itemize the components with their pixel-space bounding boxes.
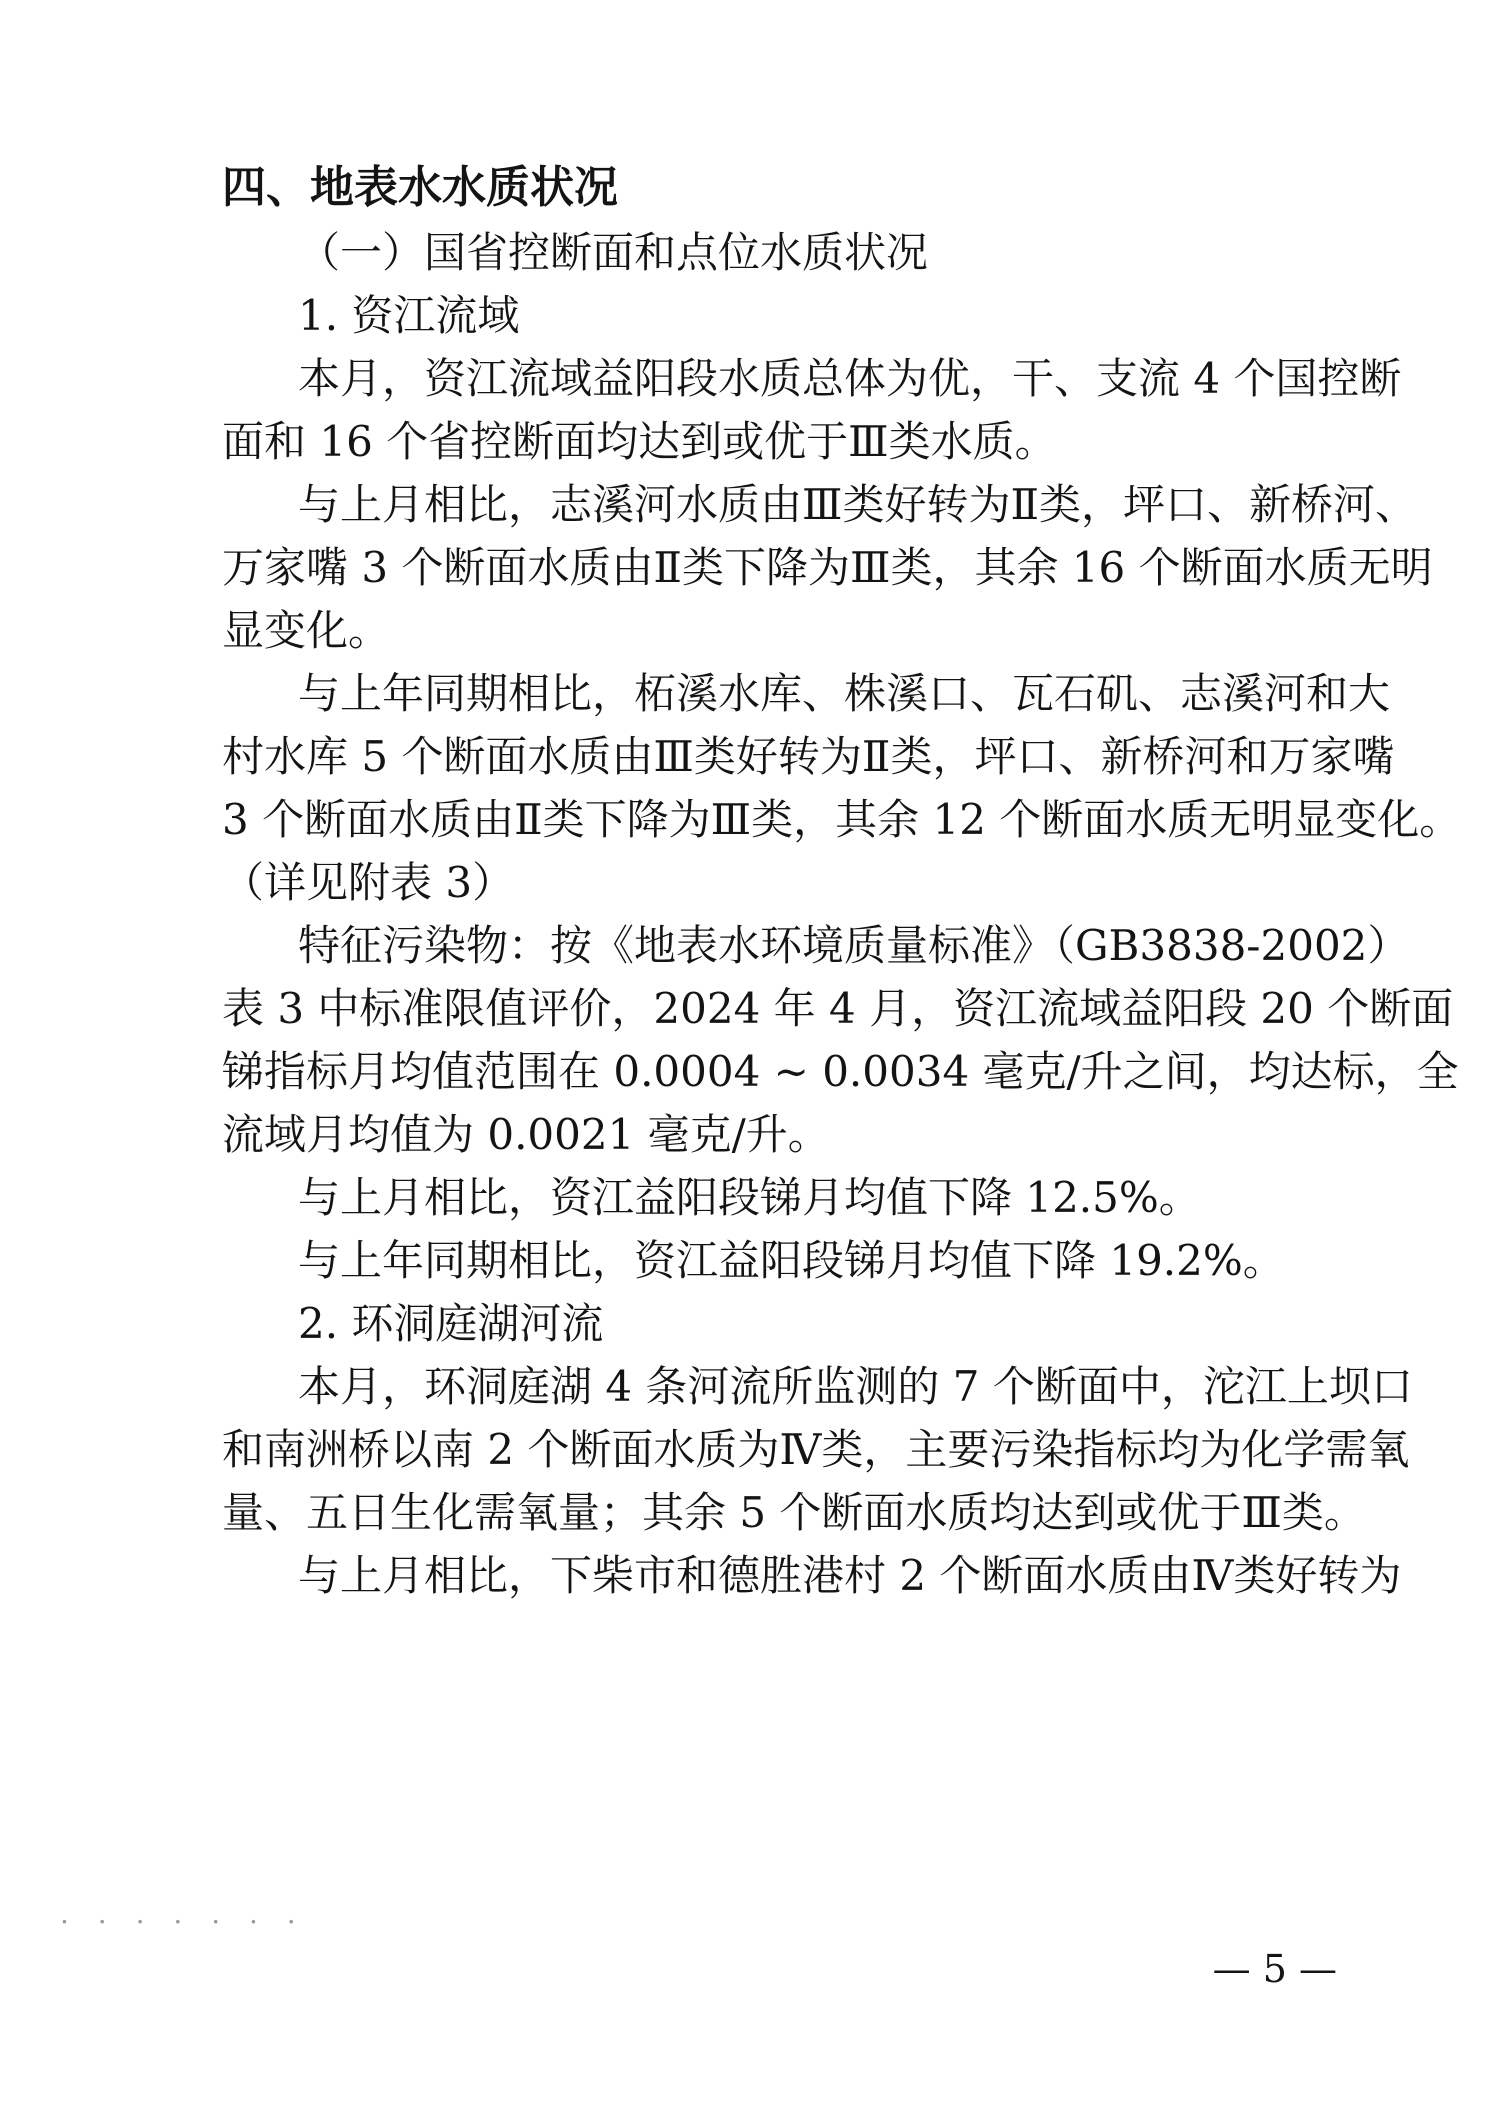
section-heading: 四、地表水水质状况: [222, 162, 618, 213]
paragraph-line: 本月，资江流域益阳段水质总体为优，干、支流 4 个国控断: [298, 354, 1402, 403]
paragraph-line: 与上月相比，资江益阳段锑月均值下降 12.5%。: [298, 1173, 1201, 1222]
paragraph-line: 面和 16 个省控断面均达到或优于Ⅲ类水质。: [222, 417, 1057, 466]
paragraph-line: 与上月相比，下柴市和德胜港村 2 个断面水质由Ⅳ类好转为: [298, 1551, 1402, 1600]
paragraph-line: 3 个断面水质由Ⅱ类下降为Ⅲ类，其余 12 个断面水质无明显变化。: [222, 795, 1462, 844]
paragraph-line: 与上年同期相比，柘溪水库、株溪口、瓦石矶、志溪河和大: [298, 669, 1391, 718]
paragraph-line: 万家嘴 3 个断面水质由Ⅱ类下降为Ⅲ类，其余 16 个断面水质无明: [222, 543, 1433, 592]
paragraph-line: 本月，环洞庭湖 4 条河流所监测的 7 个断面中，沱江上坝口: [298, 1362, 1413, 1411]
page-number: — 5 —: [1212, 1947, 1337, 1991]
subsection-heading: （一）国省控断面和点位水质状况: [298, 228, 929, 277]
paragraph-line: 和南洲桥以南 2 个断面水质为Ⅳ类，主要污染指标均为化学需氧: [222, 1425, 1410, 1474]
paragraph-line: 锑指标月均值范围在 0.0004 ~ 0.0034 毫克/升之间，均达标，全: [222, 1047, 1459, 1096]
paragraph-line: 与上月相比，志溪河水质由Ⅲ类好转为Ⅱ类，坪口、新桥河、: [298, 480, 1418, 529]
item2-title: 2. 环洞庭湖河流: [298, 1299, 604, 1348]
paragraph-line: 量、五日生化需氧量；其余 5 个断面水质均达到或优于Ⅲ类。: [222, 1488, 1366, 1537]
paragraph-line: 村水库 5 个断面水质由Ⅲ类好转为Ⅱ类，坪口、新桥河和万家嘴: [222, 732, 1395, 781]
paragraph-line: 表 3 中标准限值评价，2024 年 4 月，资江流域益阳段 20 个断面: [222, 984, 1454, 1033]
paragraph-line: 显变化。: [222, 606, 391, 655]
scan-artifact-dots: . . . . . . .: [60, 1897, 306, 1930]
paragraph-line: 与上年同期相比，资江益阳段锑月均值下降 19.2%。: [298, 1236, 1285, 1285]
item1-title: 1. 资江流域: [298, 291, 520, 340]
paragraph-line: （详见附表 3）: [222, 858, 515, 907]
paragraph-line: 特征污染物：按《地表水环境质量标准》（GB3838-2002）: [298, 921, 1410, 970]
paragraph-line: 流域月均值为 0.0021 毫克/升。: [222, 1110, 830, 1159]
